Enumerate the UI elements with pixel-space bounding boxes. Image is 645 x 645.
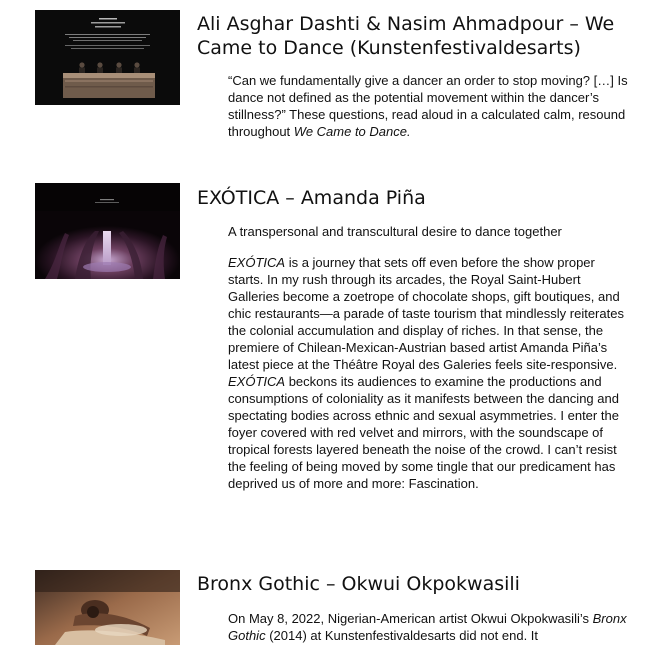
work-title: EXÓTICA: [228, 374, 286, 389]
article-title[interactable]: EXÓTICA – Amanda Piña: [197, 187, 426, 209]
paragraph-text: beckons its audiences to examine the productions and consumptions of coloniality as it manifests between the dancing and spectating bodies across ethnic and sexual asymmetries. I enter the foyer covered with red velvet and mirrors, with the soundscape of tropical forests layered beneath the noise of the crowd. I can’t resist the feeling of being moved by some tingle that our predicament has deprived us of more and more: Fascination.: [228, 374, 619, 491]
excerpt-work-title: Bronx Gothic: [228, 611, 627, 643]
article-paragraph: [228, 254, 633, 492]
excerpt-text: On May 8, 2022, Nigerian-American artist Okwui Okpokwasili’s: [228, 611, 593, 626]
article-title[interactable]: Ali Asghar Dashti & Nasim Ahmadpour – We Came to Dance (Kunstenfestivaldesarts): [197, 13, 615, 59]
stage-image: [35, 183, 180, 279]
article-title[interactable]: Bronx Gothic – Okwui Okpokwasili: [197, 573, 520, 595]
paragraph-text: is a journey that sets off even before the show proper starts. In my rush through its arcades, the Royal Saint-Hubert Galleries become a zoetrope of chocolate shops, gift boutiques, and chic restaurants—a parade of taste tourism that mindlessly reiterates the colonial accumulation and display of riches. In that sense, the premiere of Chilean-Mexican-Austrian based artist Amanda Piña’s latest piece at the Théâtre Royal des Galeries feels site-responsive.: [228, 255, 624, 372]
article-body: [228, 223, 633, 492]
excerpt-text: “Can we fundamentally give a dancer an order to stop moving? […] Is dance not defined as the potential movement within the dancer’s stillness?” These questions, read aloud in a calculated calm, resound throughout: [228, 73, 628, 139]
article-excerpt: [228, 72, 633, 140]
excerpt-work-title: We Came to Dance.: [293, 124, 411, 139]
excerpt-text: (2014) at Kunstenfestivaldesarts did not end. It: [265, 628, 539, 643]
stage-image: [35, 10, 180, 105]
work-title: EXÓTICA: [228, 255, 286, 270]
article-subtitle: A transpersonal and transcultural desire to dance together: [228, 224, 562, 239]
article-excerpt: [228, 610, 633, 644]
article-thumbnail[interactable]: [35, 10, 180, 105]
performer-image: [35, 570, 180, 645]
article-thumbnail[interactable]: [35, 183, 180, 279]
article-thumbnail[interactable]: [35, 570, 180, 645]
